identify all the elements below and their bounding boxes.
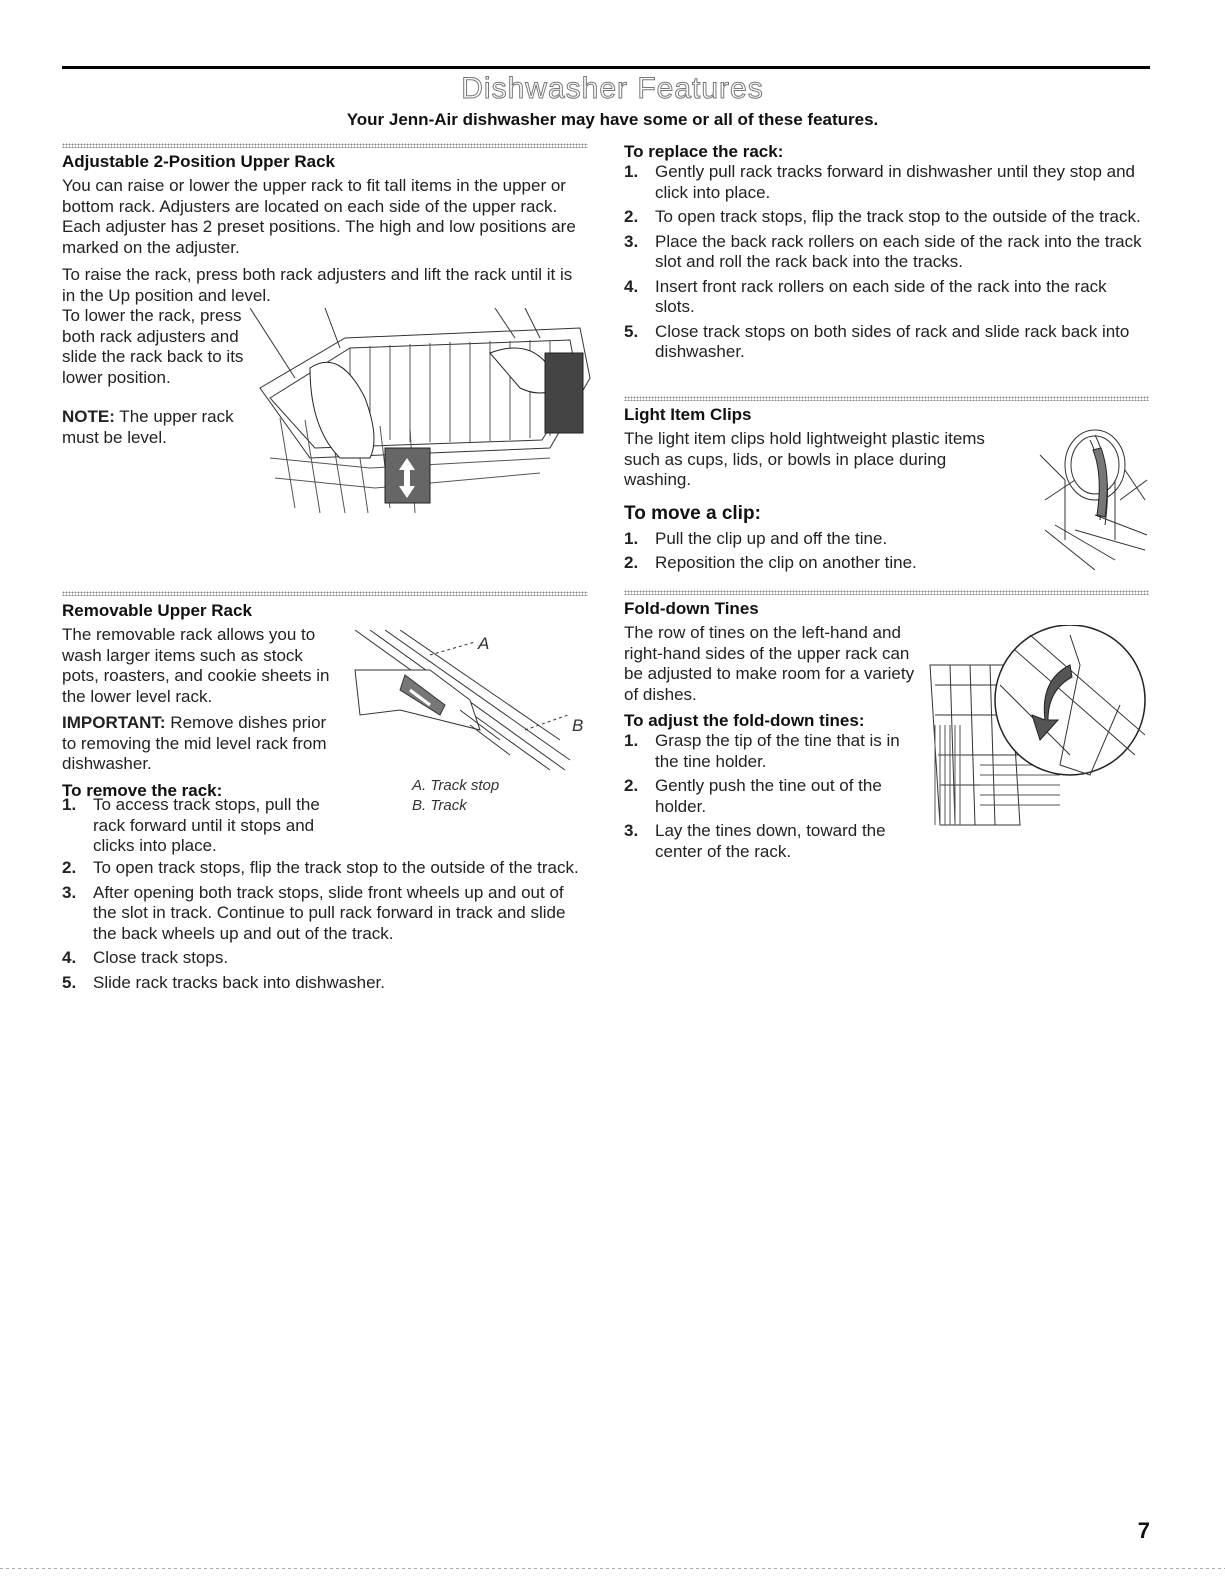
removable-section xyxy=(62,601,342,801)
replace-section xyxy=(624,142,1149,367)
replace-steps-list xyxy=(624,162,1149,363)
caption-track-stop: A. Track stop xyxy=(412,777,500,794)
page-subtitle: Your Jenn-Air dishwasher may have some or all of these features. xyxy=(346,110,879,129)
subheading: To adjust the fold-down tines: xyxy=(624,711,865,730)
paragraph: You can raise or lower the upper rack to fit tall items in the upper or bottom rack. Adjusters are located on each side of the upper rack. Each adjuster has 2 preset positions. The high and low positions are marked on the adjuster. xyxy=(62,176,576,257)
important-note xyxy=(62,713,342,775)
light-item-clip-illustration xyxy=(1035,420,1150,570)
paragraph: The row of tines on the left-hand and right-hand sides of the upper rack can be adjusted to make room for a variety of dishes. xyxy=(624,623,915,704)
clips-section xyxy=(624,405,1014,578)
important-text: Remove dishes prior to removing the mid level rack from dishwasher. xyxy=(62,713,327,773)
paragraph: To lower the rack, press both rack adjusters and slide the rack back to its lower position. xyxy=(62,306,244,387)
list-item: 2. To open track stops, flip the track stop to the outside of the track. xyxy=(624,207,1141,226)
section-divider xyxy=(62,143,588,148)
section-heading: Adjustable 2-Position Upper Rack xyxy=(62,152,335,171)
callout-b: B xyxy=(572,716,584,735)
list-item: 3. Place the back rack rollers on each side of the rack into the track slot and roll the rack back into the tracks. xyxy=(624,231,1142,271)
section-heading: Removable Upper Rack xyxy=(62,601,252,620)
fold-down-tines-illustration xyxy=(920,625,1150,840)
list-item: 5. Slide rack tracks back into dishwasher. xyxy=(62,972,385,992)
paragraph: To raise the rack, press both rack adjusters and lift the rack until it is in the Up position and level. xyxy=(62,265,573,305)
note-text: The upper rack must be level. xyxy=(62,407,234,447)
remove-steps-list-cont xyxy=(62,858,582,997)
tines-section xyxy=(624,599,924,866)
list-item: 1. To access track stops, pull the rack forward until it stops and clicks into place. xyxy=(62,795,320,855)
paragraph: The removable rack allows you to wash larger items such as stock pots, roasters, and cookie sheets in the lower level rack. xyxy=(62,625,330,706)
tine-steps-list xyxy=(624,731,924,862)
important-label: IMPORTANT: xyxy=(62,713,166,732)
list-item: 5. Close track stops on both sides of rack and slide rack back into dishwasher. xyxy=(624,321,1130,361)
note xyxy=(62,407,252,448)
page-title: Dishwasher Features xyxy=(461,72,764,105)
track-stop-illustration xyxy=(340,630,590,780)
callout-a: A xyxy=(478,634,490,653)
list-item: 1. Pull the clip up and off the tine. xyxy=(624,528,888,548)
bottom-rule xyxy=(0,1568,1225,1569)
list-item: 2. Reposition the clip on another tine. xyxy=(624,553,917,572)
note-label: NOTE: xyxy=(62,407,115,426)
section-divider xyxy=(624,396,1149,401)
caption-track: B. Track xyxy=(412,797,467,814)
subheading: To move a clip: xyxy=(624,502,761,524)
list-item: 3. Lay the tines down, toward the center of the rack. xyxy=(624,821,886,861)
upper-rack-illustration xyxy=(250,308,595,523)
adjustable-section xyxy=(62,152,588,306)
section-heading: Fold-down Tines xyxy=(624,599,759,618)
list-item: 4. Close track stops. xyxy=(62,948,229,967)
list-item: 3. After opening both track stops, slide front wheels up and out of the slot in track. Continue to pull rack forward in track and slide the back wheels up and out of the track. xyxy=(62,882,566,943)
section-divider xyxy=(624,590,1149,595)
list-item: 1. Gently pull rack tracks forward in dishwasher until they stop and click into place. xyxy=(624,162,1136,202)
paragraph: The light item clips hold lightweight plastic items such as cups, lids, or bowls in place during washing. xyxy=(624,429,985,489)
section-divider xyxy=(62,591,588,596)
list-item: 2. To open track stops, flip the track stop to the outside of the track. xyxy=(62,858,579,877)
list-item: 1. Grasp the tip of the tine that is in the tine holder. xyxy=(624,731,900,771)
subheading: To replace the rack: xyxy=(624,142,784,161)
top-rule xyxy=(62,66,1150,69)
clip-steps-list xyxy=(624,529,1014,574)
subheading: To remove the rack: xyxy=(62,780,223,800)
list-item: 2. Gently push the tine out of the holder. xyxy=(624,776,882,816)
list-item: 4. Insert front rack rollers on each side of the rack into the rack slots. xyxy=(624,276,1107,316)
section-heading: Light Item Clips xyxy=(624,405,752,424)
page-number: 7 xyxy=(1137,1518,1150,1543)
remove-steps-list xyxy=(62,795,332,861)
